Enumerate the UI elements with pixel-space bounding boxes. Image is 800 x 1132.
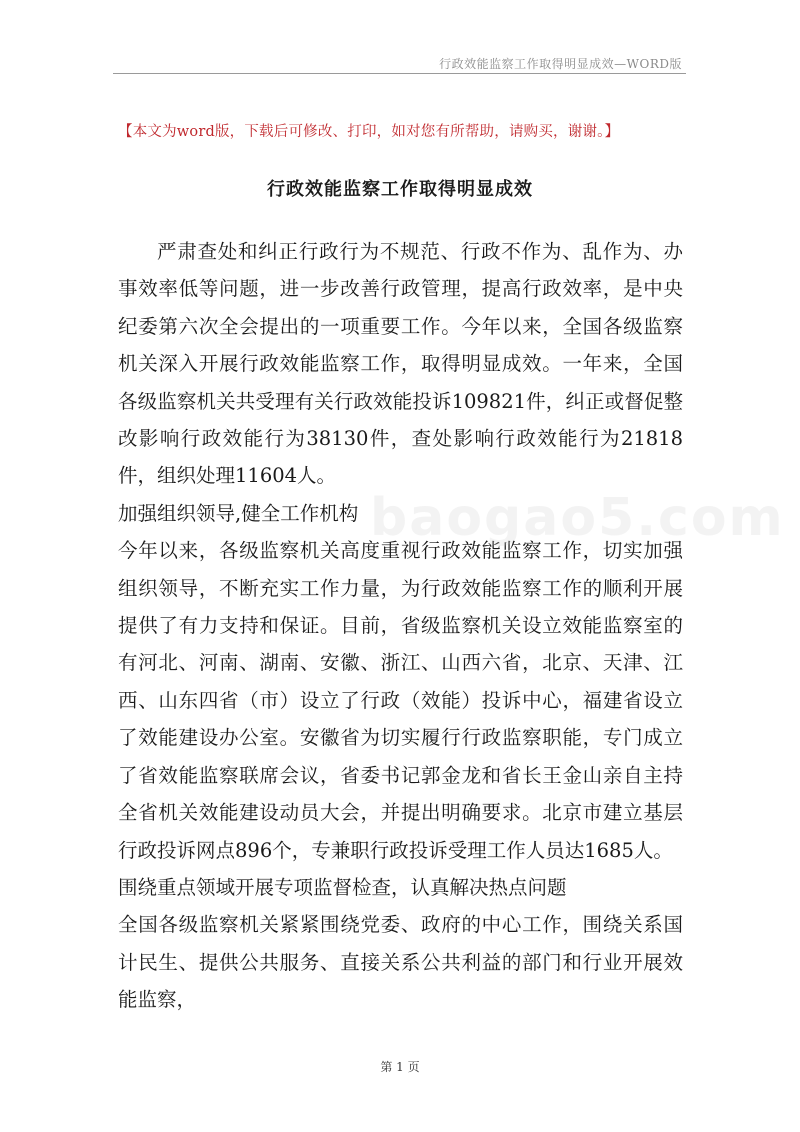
document-title: 行政效能监察工作取得明显成效 <box>267 179 533 200</box>
purchase-notice: 【本文为word版，下载后可修改、打印，如对您有所帮助，请购买，谢谢。】 <box>118 124 620 140</box>
header-rule <box>113 73 686 74</box>
paragraph-intro: 严肃查处和纠正行政行为不规范、行政不作为、乱作为、办事效率低等问题，进一步改善行政管理，提高行政效率，是中央纪委第六次全会提出的一项重要工作。今年以来，全国各级监察机关深入开展行政效能监察工作，取得明显成效。一年来，全国各级监察机关共受理有关行政效能投诉109821件，纠正或督促整改影响行政效能行为38130件，查处影响行政效能行为21818件，组织处理11604人。 <box>118 240 683 488</box>
paragraph-organization: 今年以来，各级监察机关高度重视行政效能监察工作，切实加强组织领导，不断充实工作力量，为行政效能监察工作的顺利开展提供了有力支持和保证。目前，省级监察机关设立效能监察室的有河北、河南、湖南、安徽、浙江、山西六省，北京、天津、江西、山东四省（市）设立了行政（效能）投诉中心，福建省设立了效能建设办公室。安徽省为切实履行行政监察职能，专门成立了省效能监察联席会议，省委书记郭金龙和省长王金山亲自主持全省机关效能建设动员大会，并提出明确要求。北京市建立基层行政投诉网点896个，专兼职行政投诉受理工作人员达1685人。 <box>118 539 683 862</box>
running-header: 行政效能监察工作取得明显成效—WORD版 <box>439 57 682 71</box>
section-heading-special-inspection: 围绕重点领域开展专项监督检查，认真解决热点问题 <box>118 875 567 899</box>
document-body <box>118 233 683 1019</box>
section-heading-organization: 加强组织领导,健全工作机构 <box>118 501 359 525</box>
watermark-logo: baogao5.com <box>370 488 785 548</box>
page-number: 第 1 页 <box>380 1060 420 1074</box>
paragraph-special-inspection: 全国各级监察机关紧紧围绕党委、政府的中心工作，围绕关系国计民生、提供公共服务、直接关系公共利益的部门和行业开展效能监察， <box>118 913 683 1012</box>
